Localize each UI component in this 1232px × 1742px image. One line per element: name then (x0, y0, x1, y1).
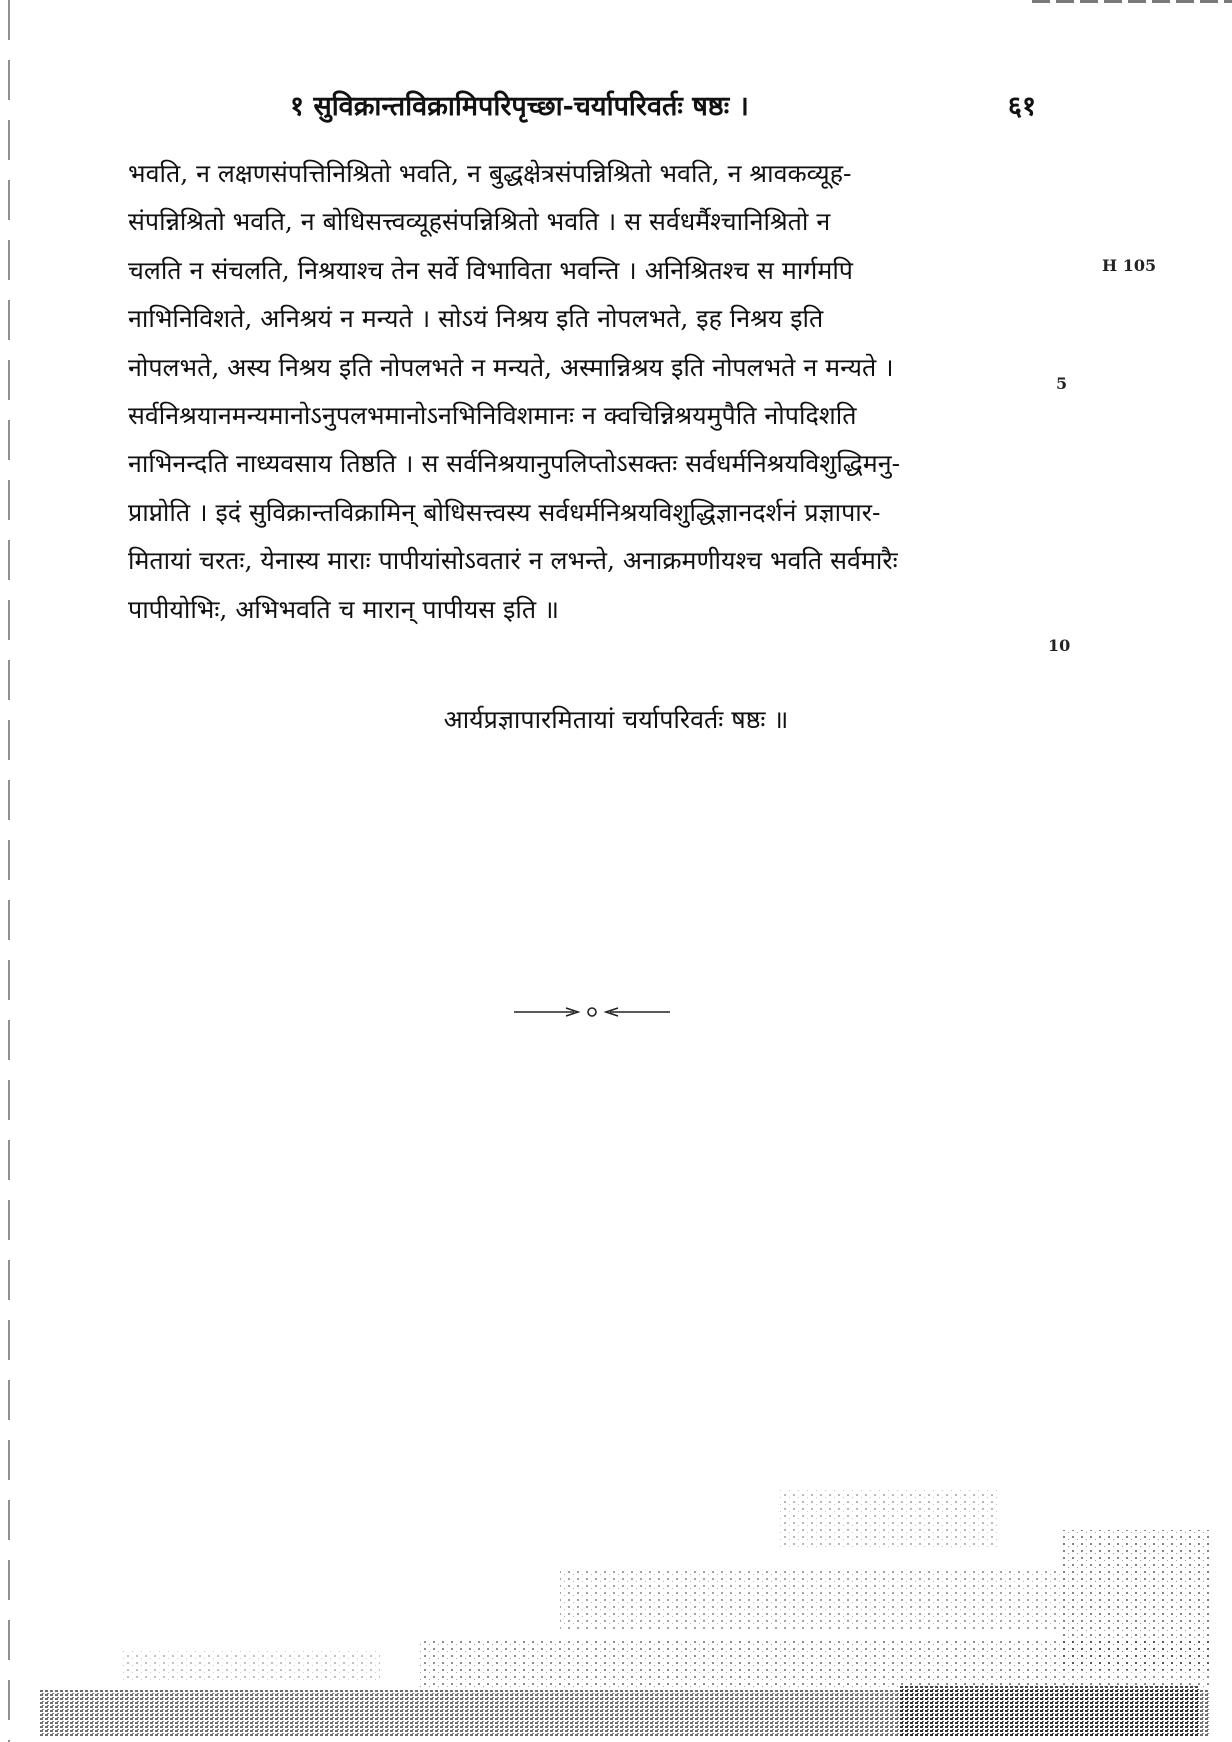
chapter-colophon: आर्यप्रज्ञापारमितायां चर्यापरिवर्तः षष्ठः ॥ (443, 705, 789, 734)
text-line: नाभिनन्दति नाध्यवसाय तिष्ठति । स सर्वनिश्रयानुपलिप्तोऽसक्तः सर्वधर्मनिश्रयविशुद्धिमनु- (128, 449, 901, 479)
margin-reference: H 105 (1102, 256, 1157, 275)
line-number-10: 10 (1048, 636, 1071, 655)
text-line: नाभिनिविशते, अनिश्रयं न मन्यते । सोऽयं निश्रय इति नोपलभते, इह निश्रय इति (128, 304, 824, 334)
text-line: प्राप्नोति । इदं सुविक्रान्तविक्रामिन् बोधिसत्त्वस्य सर्वधर्मनिश्रयविशुद्धिज्ञानदर्शनं प्रज्ञापार- (128, 497, 881, 527)
running-header (290, 86, 1050, 126)
text-line: चलति न संचलति, निश्रयाश्च तेन सर्वे विभाविता भवन्ति । अनिश्रितश्च स मार्गमपि (128, 255, 853, 285)
text-line: पापीयोभिः, अभिभवति च मारान् पापीयस इति ॥ (128, 594, 560, 624)
text-line: नोपलभते, अस्य निश्रय इति नोपलभते न मन्यते, अस्मान्निश्रय इति नोपलभते न मन्यते । (128, 352, 894, 382)
text-line: संपन्निश्रितो भवति, न बोधिसत्त्वव्यूहसंपन्निश्रितो भवति । स सर्वधर्मैश्चानिश्रितो न (128, 207, 831, 237)
ornament-divider-icon (512, 1002, 672, 1022)
scan-noise-band (0, 1450, 1232, 1742)
page-number: ६१ (1007, 91, 1036, 122)
header-title: १ सुविक्रान्तविक्रामिपरिपृच्छा-चर्यापरिवर्तः षष्ठः । (290, 91, 749, 122)
main-text (128, 150, 1048, 634)
text-line: सर्वनिश्रयानमन्यमानोऽनुपलभमानोऽनभिनिविशमानः न क्वचिन्निश्रयमुपैति नोपदिशति (128, 400, 857, 430)
text-line: मितायां चरतः, येनास्य माराः पापीयांसोऽवतारं न लभन्ते, अनाक्रमणीयश्च भवति सर्वमारैः (128, 546, 898, 576)
text-line: भवति, न लक्षणसंपत्तिनिश्रितो भवति, न बुद्धक्षेत्रसंपन्निश्रितो भवति, न श्रावकव्यूह- (128, 159, 852, 188)
line-number-5: 5 (1056, 374, 1068, 393)
top-edge-rule (1032, 0, 1232, 3)
